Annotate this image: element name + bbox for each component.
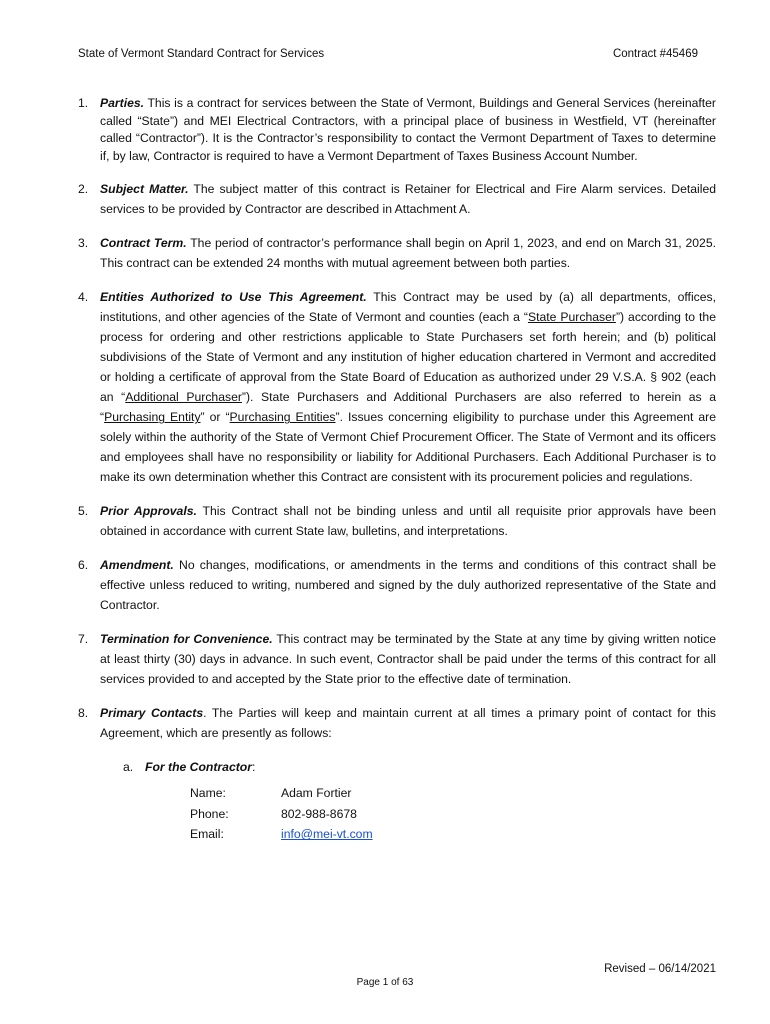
section-title: Contract Term. [100,236,187,251]
section-text: ”). State Purchasers and Additional Purchasers are also referred to herein as a “ [100,390,716,425]
section-title: Subject Matter. [100,182,189,197]
section-contract-term [78,233,716,273]
section-number: 1. [78,96,89,110]
contact-phone: 802-988-8678 [281,806,357,821]
contact-row-email [78,824,716,845]
section-amendment [78,555,716,615]
section-text: This Contract may be used by (a) all departments, offices, institutions, and other agencies of the State of Vermont and counties (each a “ [100,290,717,325]
section-text: The period of contractor’s performance shall begin on April 1, 2023, and end on March 31, 2025. This contract can be extended 24 months with mutual agreement between both parties. [100,236,716,271]
section-title: Prior Approvals. [100,504,197,519]
section-number: 8. [78,706,89,721]
section-number: 6. [78,558,89,573]
section-text: The subject matter of this contract is Retainer for Electrical and Fire Alarm services. Detailed services to be provided by Contractor are described in Attachment A. [100,182,717,217]
contact-row-phone [78,804,716,825]
section-title: Termination for Convenience. [100,632,273,647]
contractor-contact-details [78,783,716,845]
section-number: 5. [78,504,89,519]
subsection-title: For the Contractor [145,760,252,775]
contact-name: Adam Fortier [281,786,352,801]
section-number: 3. [78,236,89,251]
section-text: This Contract shall not be binding unless and until all requisite prior approvals have been obtained in accordance with current State law, bulletins, and interpretations. [100,504,716,539]
section-text: ”) according to the process for ordering and other restrictions applicable to State Purchasers set forth herein; and (b) political subdivisions of the State of Vermont and any institution of higher education chartered in Vermont and accredited or holding a certificate of approval from the State Board of Education as authorized under 29 V.S.A. § 902 (each an “ [100,310,716,405]
section-title: Entities Authorized to Use This Agreement. [100,290,367,305]
phone-label: Phone: [190,806,229,821]
email-label: Email: [190,827,224,842]
subsection-letter: a. [123,760,134,775]
section-text: This contract may be terminated by the State at any time by giving written notice at least thirty (30) days in advance. In such event, Contractor shall be paid under the terms of this contract for all services provided to and accepted by the State prior to the effective date of termination. [100,632,716,687]
section-text: No changes, modifications, or amendments in the terms and conditions of this contract shall be effective unless reduced to writing, numbered and signed by the duly authorized representative of the State and Contractor. [100,558,716,613]
document-title: State of Vermont Standard Contract for Services [78,48,325,60]
defined-term: Additional Purchaser [125,390,242,405]
section-entities-authorized [78,287,716,487]
defined-term: State Purchaser [527,310,616,325]
revision-date: Revised – 06/14/2021 [604,963,716,975]
contact-row-name [78,783,716,804]
section-text: ”. Issues concerning eligibility to purchase under this Agreement are solely within the authority of the State of Vermont Chief Procurement Officer. The State of Vermont and its officers and employees shall have no responsibility or liability for Additional Purchasers. Each Additional Purchaser is to make its own determination whether this Contract are consistent with its procurement policies and regulations. [100,410,717,485]
section-number: 7. [78,632,89,647]
section-text: . The Parties will keep and maintain current at all times a primary point of contact for this Agreement, which are presently as follows: [100,706,716,741]
page-header [78,48,698,64]
section-title: Amendment. [100,558,174,573]
section-parties [78,95,716,165]
section-subject-matter [78,179,716,219]
section-number: 4. [78,290,89,305]
name-label: Name: [190,786,226,801]
subsection-colon: : [251,760,256,775]
section-text: ” or “ [200,410,230,425]
section-title: Primary Contacts [100,706,204,721]
section-prior-approvals [78,501,716,541]
defined-term: Purchasing Entities [229,410,336,425]
section-text: This is a contract for services between the State of Vermont, Buildings and General Services (hereinafter called “State”) and MEI Electrical Contractors, with a principal place of business in Westfield, VT (hereinafter called “Contractor”). It is the Contractor’s responsibility to contact the Vermont Department of Taxes to determine if, by law, Contractor is required to have a Vermont Department of Taxes Business Account Number. [100,96,716,163]
section-number: 2. [78,182,89,197]
email-link[interactable]: info@mei-vt.com [281,827,373,842]
contractor-contact-heading [78,757,716,777]
defined-term: Purchasing Entity [104,410,201,425]
page-number: Page 1 of 63 [356,977,414,988]
section-title: Parties. [100,96,145,110]
contract-number: Contract #45469 [612,48,698,60]
section-primary-contacts [78,703,716,743]
contract-body [78,95,716,845]
section-termination [78,629,716,689]
